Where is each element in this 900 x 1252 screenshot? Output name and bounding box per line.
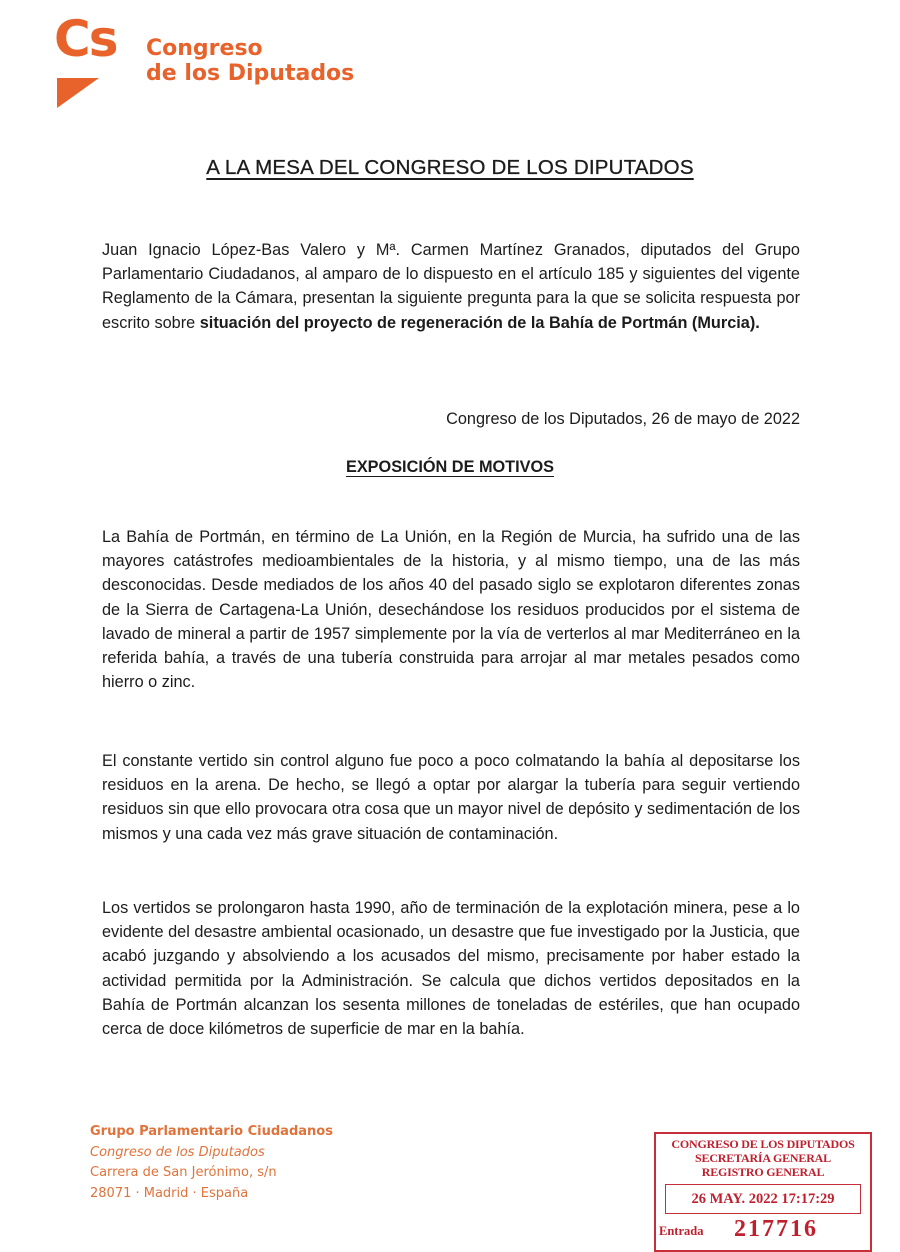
document-title-text: A LA MESA DEL CONGRESO DE LOS DIPUTADOS: [206, 156, 694, 179]
logo-triangle-icon: [57, 78, 99, 108]
body-paragraph: El constante vertido sin control alguno fue poco a poco colmatando la bahía al depositarse los residuos en la arena. De hecho, se llegó a optar por alargar la tubería para seguir vertiendo residuos sin que ello provocara otra cosa que un mayor nivel de depósito y sedimentación de los mismos y una cada vez más grave situación de contaminación.: [102, 752, 800, 843]
logo-line1: Congreso: [146, 36, 263, 61]
logo-text: [146, 36, 354, 86]
footer-institution: Congreso de los Diputados: [90, 1144, 265, 1160]
logo-line2: de los Diputados: [146, 61, 355, 86]
cs-congreso-logo: [54, 10, 364, 100]
stamp-line3: REGISTRO GENERAL: [701, 1165, 825, 1179]
intro-paragraph: [102, 238, 800, 335]
intro-subject: situación del proyecto de regeneración de la Bahía de Portmán (Murcia).: [199, 313, 760, 332]
body-paragraph: Los vertidos se prolongaron hasta 1990, año de terminación de la explotación minera, pese a lo evidente del desastre ambiental ocasionado, un desastre que fue investigado por la Justicia, que acabó juzgando y absolviendo a los acusados del mismo, precisamente por haber estado la actividad permitida por la Administración. Se calcula que dichos vertidos depositados en la Bahía de Portmán alcanzan los sesenta millones de toneladas de estériles, que han ocupado cerca de doce kilómetros de superficie de mar en la bahía.: [102, 899, 800, 1039]
body-paragraph: La Bahía de Portmán, en término de La Unión, en la Región de Murcia, ha sufrido una de las mayores catástrofes medioambientales de la historia, y al mismo tiempo, una de las más desconocidas. Desde mediados de los años 40 del pasado siglo se explotaron diferentes zonas de la Sierra de Cartagena-La Unión, desechándose los residuos producidos por el sistema de lavado de mineral a partir de 1957 simplemente por la vía de verterlos al mar Mediterráneo en la referida bahía, a través de una tubería construida para arrojar al mar metales pesados como hierro o zinc.: [102, 528, 800, 692]
section-title: [0, 458, 900, 477]
stamp-datetime: 26 MAY. 2022 17:17:29: [665, 1184, 861, 1214]
footer-group: Grupo Parlamentario Ciudadanos: [90, 1124, 333, 1139]
stamp-entry-number: 217716: [734, 1216, 818, 1242]
stamp-line2: SECRETARÍA GENERAL: [695, 1151, 831, 1165]
registry-stamp: [654, 1132, 872, 1252]
stamp-entry-label: Entrada: [659, 1224, 704, 1238]
stamp-line1: CONGRESO DE LOS DIPUTADOS: [671, 1137, 855, 1151]
footer-street: Carrera de San Jerónimo, s/n: [90, 1165, 277, 1180]
intro-text: Juan Ignacio López-Bas Valero y Mª. Carmen Martínez Granados, diputados del Grupo Parlamentario Ciudadanos, al amparo de lo dispuesto en el artículo 185 y siguientes del vigente Reglamento de la Cámara, presentan la siguiente pregunta para la que se solicita respuesta por escrito sobre: [102, 241, 800, 332]
section-title-text: EXPOSICIÓN DE MOTIVOS: [345, 458, 555, 476]
footer-city: 28071 · Madrid · España: [90, 1185, 249, 1201]
logo-mark: Cs: [54, 10, 117, 68]
footer-address: [90, 1122, 333, 1204]
place-date: Congreso de los Diputados, 26 de mayo de 2022: [446, 410, 800, 428]
stamp-entry: [656, 1218, 870, 1242]
document-title: [0, 156, 900, 180]
